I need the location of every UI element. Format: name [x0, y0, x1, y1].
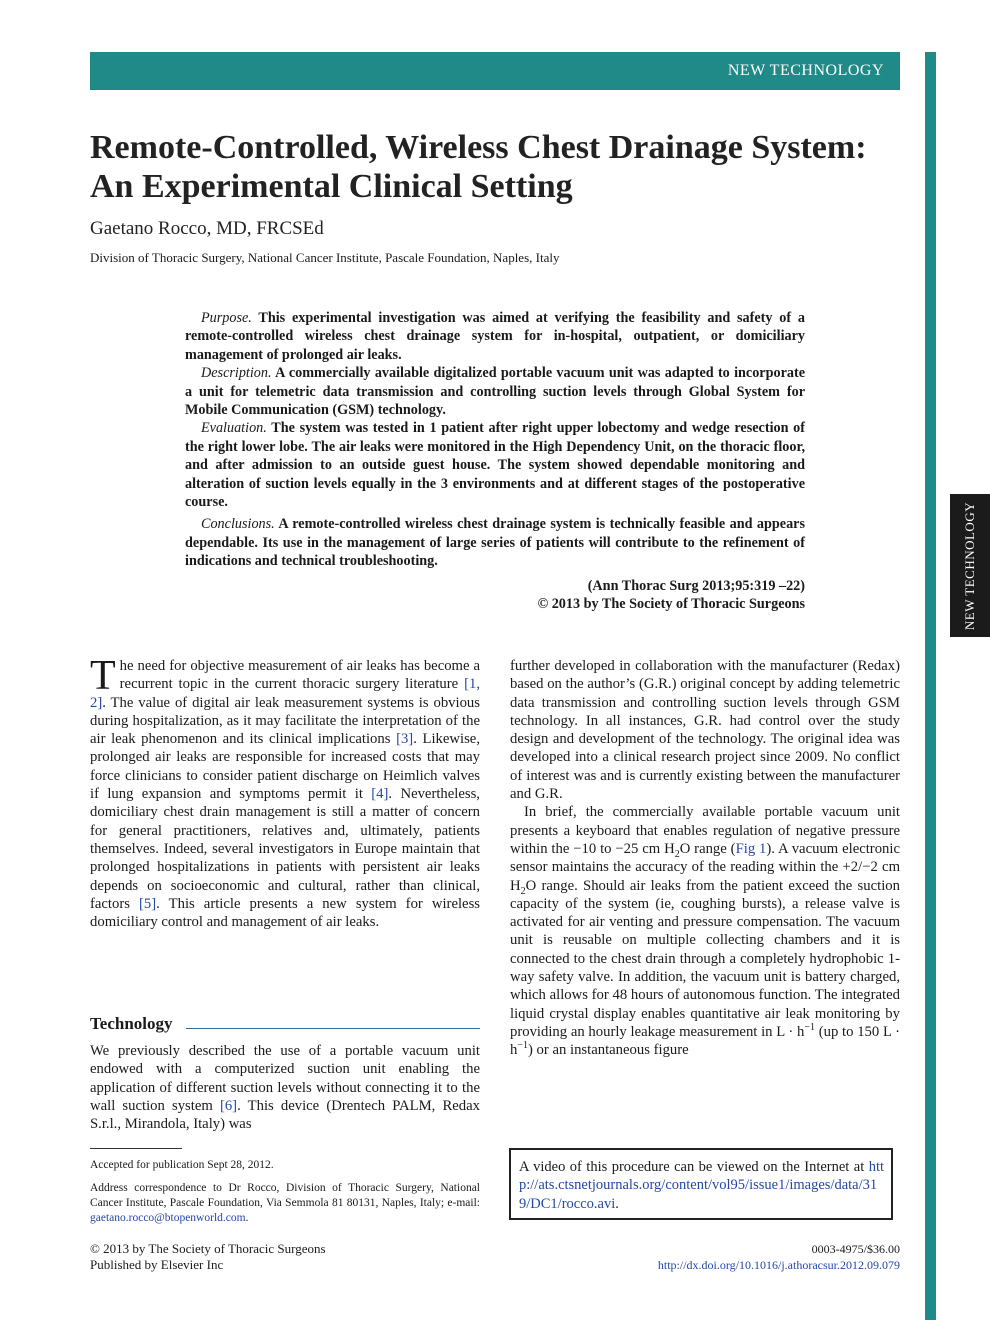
purpose-text: This experimental investigation was aimed at verifying the feasibility and safety of a remote-controlled wireless chest drainage system for in-hospital, outpatient, or domiciliary management of prolonged air leaks.: [185, 310, 805, 363]
purpose-label: Purpose.: [201, 310, 252, 326]
address-text: Address correspondence to Dr Rocco, Division of Thoracic Surgery, National Cancer Institute, Pascale Foundation, Via Semmola 81 80131, Naples, Italy; e-mail:: [90, 1182, 480, 1209]
technology-text-2: . This device (Drentech PALM, Redax S.r.l., Mirandola, Italy) was: [90, 1097, 480, 1133]
description-label: Description.: [201, 365, 272, 382]
side-accent-rule: [925, 52, 936, 1320]
abstract-evaluation: [185, 419, 805, 511]
technology-paragraph: [90, 1042, 480, 1133]
heading-rule: [186, 1028, 480, 1029]
abstract: [185, 309, 805, 571]
video-text-end: .: [615, 1195, 619, 1212]
right-text-d: O range. Should air leaks from the patient exceed the suction capacity of the system (ie, coughing bursts), a release valve is activated for air venting and pressure compensation. The vacuum unit is reusable on multiple collecting chambers and it is connected to the chest drain through a completely hydrophobic 1-way safety valve. In addition, the vacuum unit is battery charged, which allows for 48 hours of autonomous function. The integrated liquid crystal display enables quantitative air leak monitoring by providing an hourly leakage measurement in L · h: [510, 877, 900, 1040]
side-tab-label: NEW TECHNOLOGY: [962, 501, 977, 630]
intro-text-2: . The value of digital air leak measurement systems is obvious during hospitalization, as it may facilitate the interpretation of the air leak phenomenon and its clinical implications: [90, 694, 480, 748]
footnote-rule: [90, 1148, 182, 1149]
technology-text-1: We previously described the use of a portable vacuum unit endowed with a computerized suction unit enabling the application of different suction levels without connecting it to the wall suction system: [90, 1043, 480, 1114]
side-section-tab: [950, 494, 990, 637]
right-column: [510, 657, 900, 1060]
video-notice-text: [519, 1158, 884, 1213]
reference-link[interactable]: [1, 2]: [90, 676, 480, 711]
author-line: Gaetano Rocco, MD, FRCSEd: [90, 218, 324, 239]
reference-link[interactable]: [5]: [139, 895, 157, 912]
evaluation-text: The system was tested in 1 patient after right upper lobectomy and wedge resection of the right lower lobe. The air leaks were monitored in the High Dependency Unit, on the thoracic floor, and after admission to an outside guest house. The system showed dependable monitoring and alteration of suction levels equally in the 3 environments and at different stages of the postoperative course.: [185, 420, 805, 511]
footer-right: [658, 1241, 900, 1273]
right-text-e: (up to 150 L · h: [510, 1023, 900, 1059]
right-text-a: In brief, the commercially available portable vacuum unit presents a keyboard that enables regulation of negative pressure within the −10 to −25 cm H: [510, 804, 900, 857]
drop-cap: T: [90, 653, 116, 699]
abstract-copyright: © 2013 by The Society of Thoracic Surgeons: [537, 596, 805, 613]
intro-text-3: . Likewise, prolonged air leaks are responsible for increased costs that may force clinicians to consider patient discharge on Heimlich valves if lung expansion and symptoms permit it: [90, 731, 480, 803]
conclusions-text: A remote-controlled wireless chest drainage system is technically feasible and appears dependable. Its use in the management of large series of patients will contribute to the refinement of indications and technical troubleshooting.: [185, 516, 805, 570]
video-notice-box: [509, 1148, 893, 1220]
affiliation: Division of Thoracic Surgery, National Cancer Institute, Pascale Foundation, Naples, Italy: [90, 250, 560, 265]
technology-heading-text: Technology: [90, 1014, 179, 1034]
left-column: [90, 653, 480, 931]
subscript: 2: [674, 848, 680, 860]
superscript: −1: [517, 1040, 528, 1052]
footnote-accepted: Accepted for publication Sept 28, 2012.: [90, 1159, 274, 1171]
subscript: 2: [520, 885, 526, 897]
doi-link[interactable]: http://dx.doi.org/10.1016/j.athoracsur.2012.09.079: [657, 1258, 900, 1272]
article-title: Remote-Controlled, Wireless Chest Drainage System: An Experimental Clinical Setting: [90, 129, 867, 205]
address-end: .: [245, 1212, 249, 1224]
right-text-c: ). A vacuum electronic sensor maintains the accuracy of the reading within the +2/−2 cm H: [510, 840, 900, 894]
video-text: A video of this procedure can be viewed on the Internet at: [519, 1159, 869, 1175]
evaluation-label: Evaluation.: [201, 420, 267, 437]
footnote-address: [90, 1181, 480, 1226]
reference-link[interactable]: [4]: [371, 786, 389, 803]
figure-link[interactable]: Fig 1: [735, 840, 767, 857]
section-label: NEW TECHNOLOGY: [727, 62, 884, 79]
intro-text-5: . This article presents a new system for wireless domiciliary control and management of air leaks.: [90, 895, 480, 931]
technology-heading: [90, 1014, 480, 1034]
abstract-description: [185, 364, 805, 419]
conclusions-label: Conclusions.: [201, 516, 275, 533]
right-text-f: ) or an instantaneous figure: [527, 1042, 689, 1059]
right-text-b: O range (: [679, 840, 736, 857]
intro-paragraph: [90, 653, 480, 931]
intro-text-4: . Nevertheless, domiciliary chest drain management is still a matter of concern for general practitioners, relatives and, ultimately, patients themselves. Indeed, several investigators in Europe maintain that prolonged hospitalizations in patients with persistent air leaks depends on socioeconomic and cultural, rather than clinical, factors: [90, 786, 480, 912]
footer-copyright: © 2013 by The Society of Thoracic Surgeons: [90, 1241, 326, 1256]
video-url-link[interactable]: http://ats.ctsnetjournals.org/content/vol95/issue1/images/data/319/DC1/rocco.avi: [519, 1159, 884, 1212]
reference-link[interactable]: [3]: [396, 731, 414, 748]
footer-issn: 0003-4975/$36.00: [811, 1242, 900, 1256]
right-paragraph-2: [510, 803, 900, 1059]
intro-text-1: he need for objective measurement of air leaks has become a recurrent topic in the current thoracic surgery literature: [119, 658, 480, 693]
citation-block: [538, 577, 805, 614]
email-link[interactable]: gaetano.rocco@btopenworld.com: [90, 1212, 246, 1224]
journal-citation: (Ann Thorac Surg 2013;95:319 –22): [587, 578, 805, 594]
abstract-conclusions: [185, 515, 805, 570]
footer-publisher: Published by Elsevier Inc: [90, 1257, 224, 1272]
technology-column: [90, 1042, 480, 1133]
reference-link[interactable]: [6]: [219, 1097, 238, 1114]
right-paragraph-1: further developed in collaboration with the manufacturer (Redax) based on the author’s (G.R.) original concept by adding telemetric data transmission and controlling suction levels through GSM technology. In all instances, G.R. had control over the study design and development of the technology. The original idea was developed into a clinical research project since 2009. No conflict of interest was and is currently existing between the manufacturer and G.R.: [510, 658, 900, 803]
footer-left: [90, 1241, 326, 1273]
abstract-purpose: [185, 309, 805, 364]
section-banner: [90, 52, 900, 90]
superscript: −1: [804, 1022, 816, 1034]
description-text: A commercially available digitalized portable vacuum unit was adapted to incorporate a unit for telemetric data transmission and controlling suction levels through Global System for Mobile Communication (GSM) technology.: [185, 365, 805, 419]
